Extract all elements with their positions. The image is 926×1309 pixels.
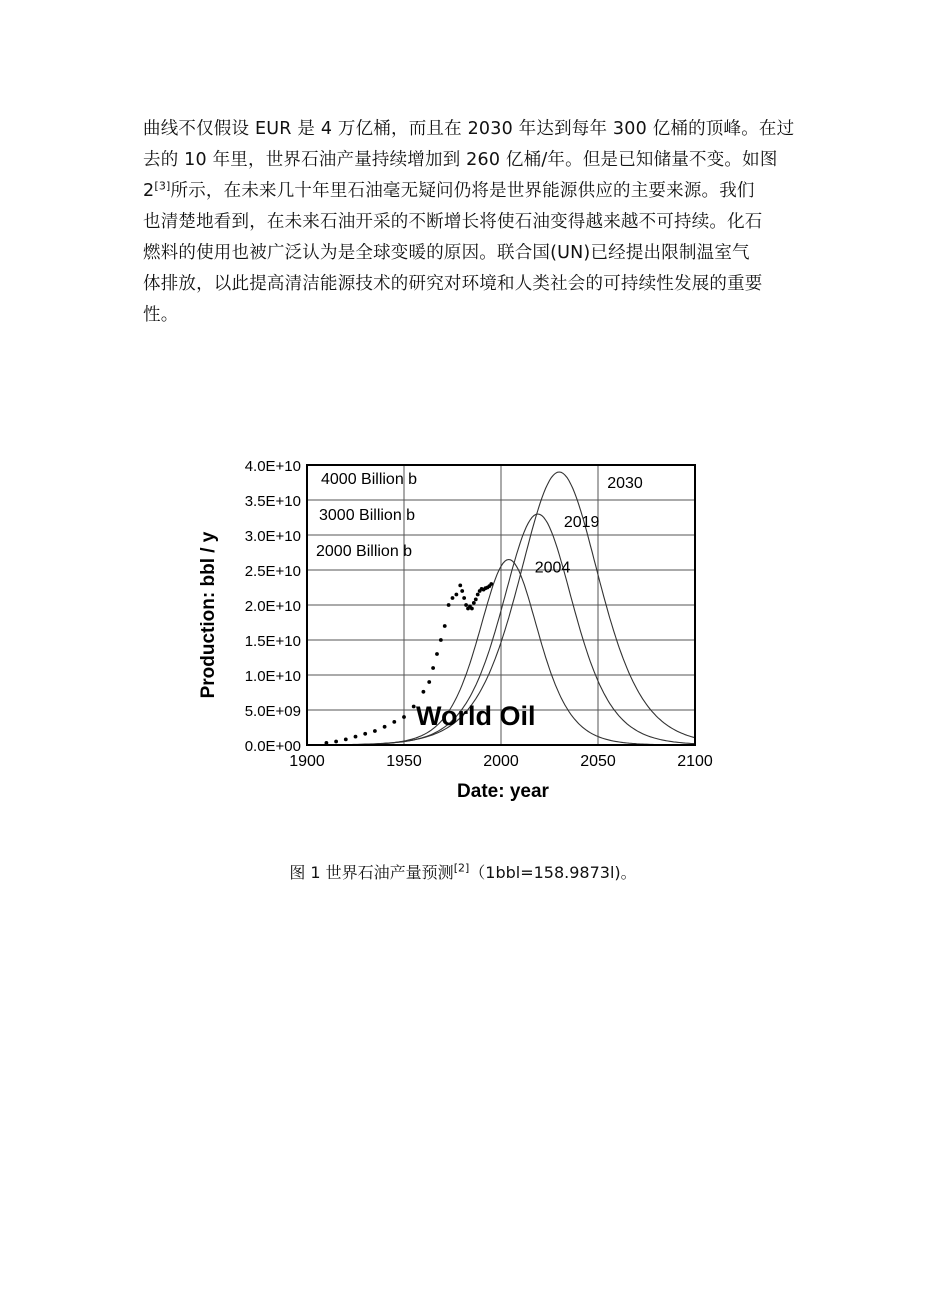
observed-point bbox=[431, 666, 435, 670]
observed-point bbox=[354, 735, 358, 739]
observed-point bbox=[363, 732, 367, 736]
observed-point bbox=[392, 720, 396, 724]
observed-point bbox=[373, 729, 377, 733]
paragraph-line: 也清楚地看到，在未来石油开采的不断增长将使石油变得越来越不可持续。化石 bbox=[143, 212, 763, 232]
observed-point bbox=[402, 715, 406, 719]
y-tick-label: 0.0E+00 bbox=[244, 738, 301, 755]
legend-entry: 4000 Billion b bbox=[321, 471, 418, 488]
caption-note: （1bbl=158.9873l)。 bbox=[469, 863, 637, 882]
chart-title: World Oil bbox=[416, 701, 536, 731]
curve-label-2030: 2030 bbox=[607, 475, 643, 492]
legend-entry: 3000 Billion b bbox=[319, 507, 416, 524]
chart-svg bbox=[190, 450, 730, 810]
y-tick-label: 2.0E+10 bbox=[244, 598, 301, 615]
y-tick-label: 1.0E+10 bbox=[244, 668, 301, 685]
x-tick-label: 2100 bbox=[677, 753, 713, 770]
caption-text: 图 1 世界石油产量预测 bbox=[289, 863, 454, 882]
paragraph-line: 曲线不仅假设 EUR 是 4 万亿桶，而且在 2030 年达到每年 300 亿桶的顶峰。在过 bbox=[143, 119, 795, 139]
observed-point bbox=[464, 603, 468, 607]
observed-point bbox=[460, 589, 464, 593]
curve-label-2019: 2019 bbox=[563, 514, 600, 531]
x-tick-label: 2000 bbox=[483, 753, 519, 770]
observed-point bbox=[454, 593, 458, 597]
y-tick-label: 4.0E+10 bbox=[244, 458, 301, 475]
y-tick-label: 1.5E+10 bbox=[244, 633, 301, 650]
x-tick-label: 2050 bbox=[580, 753, 616, 770]
paragraph-line: 体排放，以此提高清洁能源技术的研究对环境和人类社会的可持续性发展的重要 bbox=[143, 274, 763, 294]
observed-point bbox=[422, 690, 426, 694]
x-tick-label: 1900 bbox=[289, 753, 325, 770]
paragraph-line: 性。 bbox=[143, 305, 179, 325]
observed-point bbox=[462, 596, 466, 600]
paragraph-line bbox=[143, 176, 793, 207]
caption-citation: [2] bbox=[453, 861, 470, 875]
observed-point bbox=[443, 624, 447, 628]
y-tick-label: 2.5E+10 bbox=[244, 563, 301, 580]
observed-point bbox=[334, 740, 338, 744]
observed-point bbox=[472, 601, 476, 605]
body-paragraph bbox=[143, 114, 793, 331]
observed-point bbox=[489, 582, 493, 586]
x-axis-label: Date: year bbox=[457, 781, 549, 802]
y-tick-label: 3.0E+10 bbox=[244, 528, 301, 545]
observed-point bbox=[383, 725, 387, 729]
observed-point bbox=[439, 638, 443, 642]
paragraph-line: 去的 10 年里，世界石油产量持续增加到 260 亿桶/年。但是已知储量不变。如图 bbox=[143, 150, 778, 170]
observed-point bbox=[451, 596, 455, 600]
observed-point bbox=[476, 593, 480, 597]
observed-point bbox=[447, 603, 451, 607]
paragraph-text: 所示，在未来几十年里石油毫无疑问仍将是世界能源供应的主要来源。我们 bbox=[170, 181, 755, 201]
legend-entry: 2000 Billion b bbox=[316, 543, 413, 560]
y-tick-label: 5.0E+09 bbox=[244, 703, 301, 720]
y-tick-label: 3.5E+10 bbox=[244, 493, 301, 510]
observed-point bbox=[427, 680, 431, 684]
observed-point bbox=[344, 738, 348, 742]
observed-point bbox=[474, 598, 478, 602]
curve-label-2004: 2004 bbox=[534, 559, 571, 577]
y-axis-label: Production: bbl / y bbox=[198, 531, 219, 699]
figure-number: 2 bbox=[143, 181, 155, 201]
world-oil-chart bbox=[190, 450, 730, 810]
observed-point bbox=[470, 607, 474, 611]
paragraph-line: 燃料的使用也被广泛认为是全球变暖的原因。联合国(UN)已经提出限制温室气 bbox=[143, 243, 750, 263]
figure-caption bbox=[0, 860, 926, 883]
observed-point bbox=[458, 584, 462, 588]
citation-ref: [3] bbox=[154, 179, 171, 193]
x-tick-label: 1950 bbox=[386, 753, 422, 770]
observed-point bbox=[435, 652, 439, 656]
